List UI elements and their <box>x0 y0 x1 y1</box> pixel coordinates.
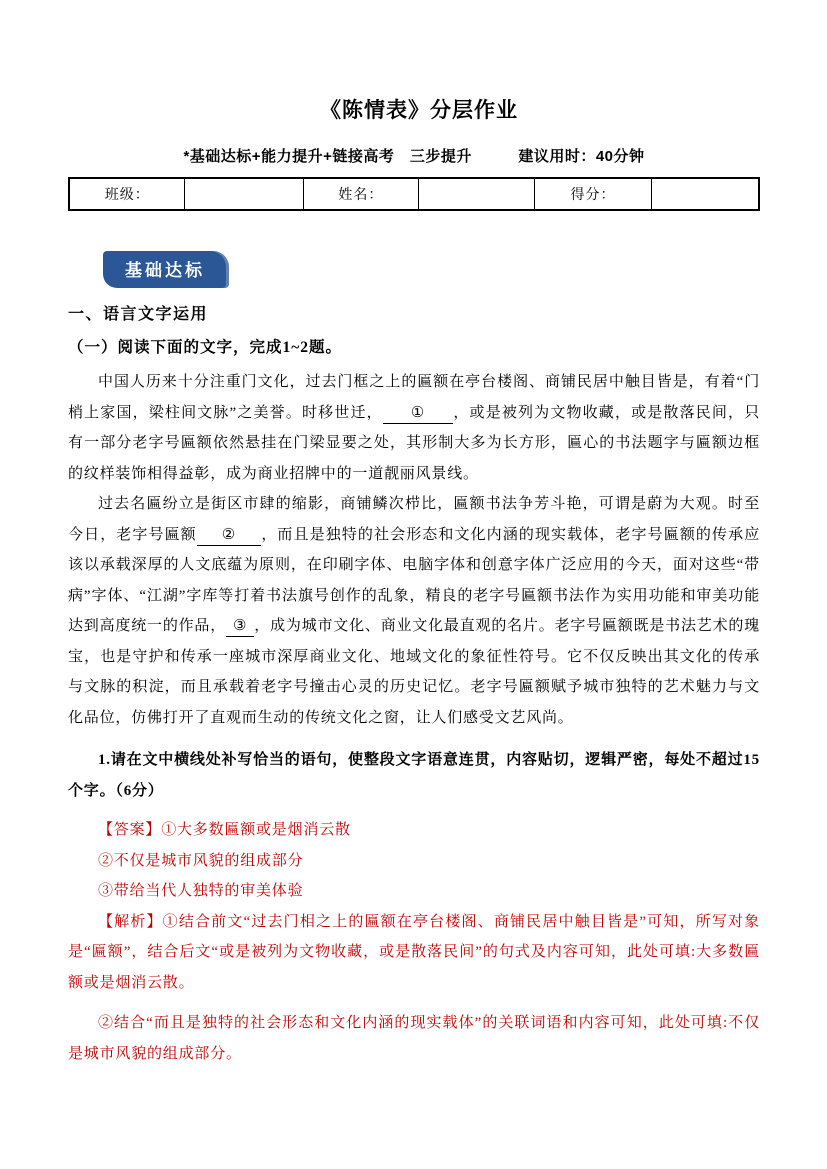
answer-item-1: ①大多数匾额或是烟消云散 <box>161 822 351 838</box>
subsection-heading-reading: （一）阅读下面的文字，完成1~2题。 <box>68 339 343 356</box>
fill-blank-1 <box>383 403 453 424</box>
page-title: 《陈情表》分层作业 <box>320 99 518 122</box>
passage-p2-text-c: ，成为城市文化、商业文化最直观的名片。老字号匾额既是书法艺术的瑰宝，也是守护和传承一座城市深厚商业文化、地域文化的象征性符号。它不仅反映出其文化的传承与文脉的积淀，而且承载着老字号撞击心灵的历史记忆。老字号匾额赋予城市独特的艺术魅力与文化品位，仿佛打开了直观而生动的传统文化之窗，让人们感受文艺风尚。 <box>68 618 760 726</box>
answer-line-2: ②不仅是城市风貌的组成部分 <box>98 852 304 869</box>
passage-p1-text-b: ，或是被列为文物收藏，或是散落民间，只有一部分老字号匾额依然悬挂在门梁显要之处，其形制大多为长方形，匾心的书法题字与匾额边框的纹样装饰相得益彰，成为商业招牌中的一道靓丽风景线。 <box>68 404 760 482</box>
fill-blank-3 <box>226 616 254 637</box>
name-label-cell: 姓名： <box>304 178 419 210</box>
circled-number-1: ① <box>410 404 426 421</box>
analysis-block <box>68 907 760 1070</box>
circled-number-3: ③ <box>233 618 248 634</box>
passage-p2-text-b: ，而且是独特的社会形态和文化内涵的现实载体，老字号匾额的传承应该以承载深厚的人文底蕴为原则，在印刷字体、电脑字体和创意字体广泛应用的今天，面对这些“带病”字体、“江湖”字库等打着书法旗号创作的乱象，精良的老字号匾额书法作为实用功能和审美功能达到高度统一的作品， <box>68 526 761 634</box>
answer-label: 【答案】 <box>98 822 162 838</box>
passage-paragraph-1 <box>68 367 760 489</box>
passage-paragraph-2 <box>68 489 760 733</box>
section-heading-language-use: 一、语言文字运用 <box>68 306 209 323</box>
class-label-cell: 班级： <box>69 178 185 210</box>
name-value-cell <box>418 178 535 210</box>
section-badge-basics: 基础达标 <box>103 251 229 288</box>
answer-block <box>68 815 760 907</box>
question-1: 1.请在文中横线处补写恰当的语句，使整段文字语意连贯，内容贴切，逻辑严密，每处不超过15个字。（6分） <box>68 752 760 799</box>
fill-blank-2 <box>197 525 261 546</box>
analysis-label: 【解析】 <box>98 913 163 930</box>
analysis-paragraph-2: ②结合“而且是独特的社会形态和文化内涵的现实载体”的关联词语和内容可知，此处可填:不仅是城市风貌的组成部分。 <box>68 1015 760 1062</box>
answer-line-1 <box>68 815 760 846</box>
passage-p2-text-a: 过去名匾纷立是街区市肆的缩影，商铺鳞次栉比，匾额书法争芳斗艳，可谓是蔚为大观。时至今日，老字号匾额 <box>68 496 760 543</box>
class-value-cell <box>185 178 304 210</box>
table-row <box>69 178 759 210</box>
reading-passage <box>68 367 760 733</box>
passage-p1-text-a: 中国人历来十分注重门文化，过去门框之上的匾额在亭台楼阁、商铺民居中触目皆是，有着“门梢上家国，梁柱间文脉”之美誉。时移世迁， <box>68 374 760 421</box>
score-value-cell <box>651 178 759 210</box>
student-info-table <box>68 177 760 211</box>
score-label-cell: 得分： <box>535 178 652 210</box>
analysis-text-1: ①结合前文“过去门相之上的匾额在亭台楼阁、商铺民居中触目皆是”可知，所写对象是“匾额”，结合后文“或是被列为文物收藏，或是散落民间”的句式及内容可知，此处可填:大多数匾额或是烟消云散。 <box>68 913 760 991</box>
circled-number-2: ② <box>221 526 237 543</box>
analysis-paragraph-1 <box>68 907 760 999</box>
page-subtitle: *基础达标+能力提升+链接高考 三步提升 建议用时：40分钟 <box>183 148 645 165</box>
answer-line-3: ③带给当代人独特的审美体验 <box>98 883 304 899</box>
